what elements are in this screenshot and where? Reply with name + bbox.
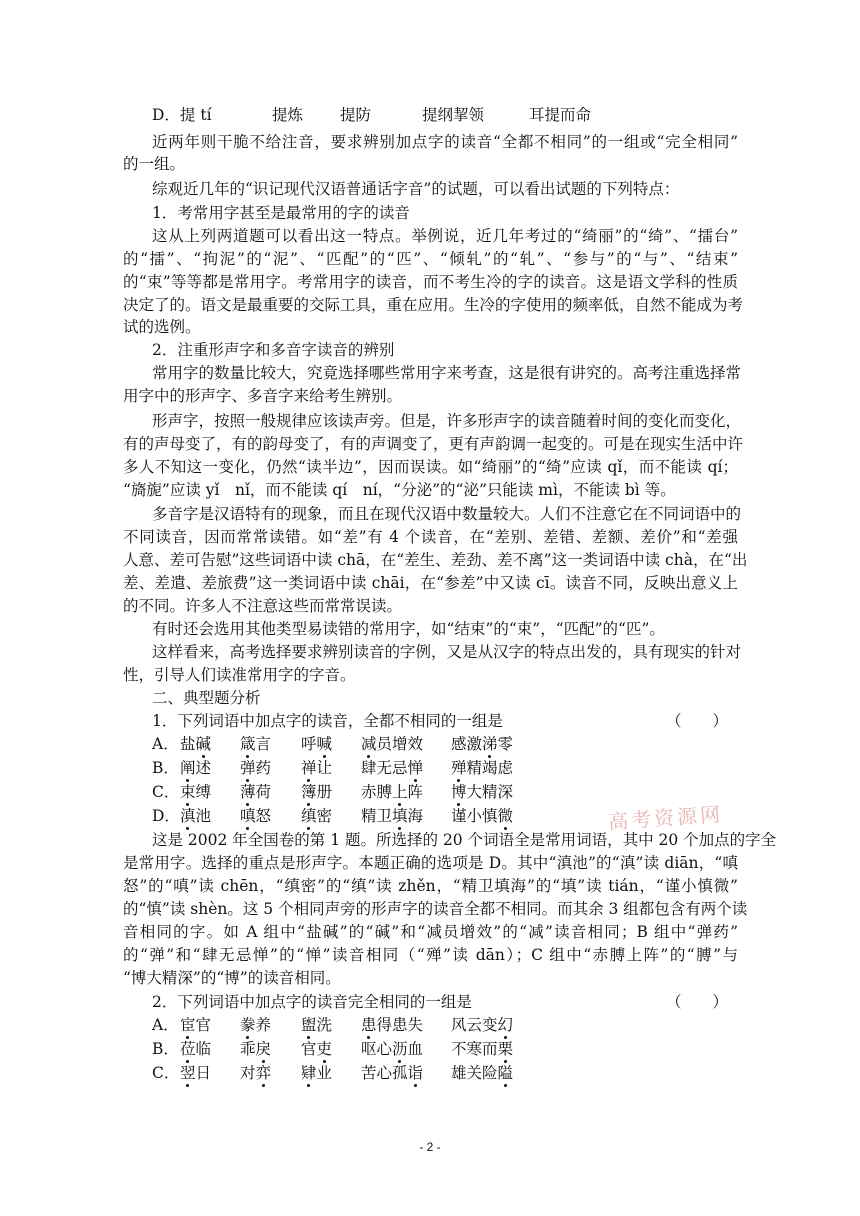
paragraph-line: 决定了的。语文是最重要的交际工具，重在应用。生冷的字使用的频率低，自然不能成为考 <box>123 296 744 314</box>
option-word: 弹药 <box>240 759 272 777</box>
option-word: 精卫填海 <box>361 807 424 825</box>
emphasis-dot <box>307 1084 310 1087</box>
paragraph-line: 有的声母变了，有的韵母变了，有的声调变了，更有声韵调一起变的。可是在现实生活中许 <box>123 435 744 453</box>
option-word: 翌日 <box>180 1064 212 1082</box>
paragraph-line: 多音字是汉语特有的现象，而且在现代汉语中数量较大。人们不注意它在不同词语中的 <box>152 505 742 523</box>
option-word: 赤膊上阵 <box>361 783 424 801</box>
emphasis-dot <box>186 1084 189 1087</box>
option-label: C． <box>152 1064 180 1082</box>
question-2-answer-paren: （ ） <box>666 993 729 1011</box>
analysis-line: 的“慎”读 shèn。这 5 个相同声旁的形声字的读音全都不相同。而其余 3 组都包含有两个读 <box>123 900 748 918</box>
paragraph-line: 形声字，按照一般规律应该读声旁。但是，许多形声字的读音随着时间的变化而变化， <box>152 412 742 430</box>
emphasis-dot <box>414 1084 417 1087</box>
paragraph-line: 的“束”等等都是常用字。考常用字的读音，而不考生冷的字的读音。这是语文学科的性质 <box>123 273 738 291</box>
option-word: 缜密 <box>301 807 333 825</box>
option-word: 苦心孤诣 <box>361 1064 424 1082</box>
paragraph-line: 多人不知这一变化，仍然“读半边”，因而误读。如“绮丽”的“绮”应读 qǐ，而不能读 qí； <box>123 458 738 476</box>
paragraph-line: 的不同。许多人不注意这些而常常误读。 <box>123 597 403 615</box>
paragraph-line: 这样看来，高考选择要求辨别读音的字例，又是从汉字的特点出发的，具有现实的针对 <box>152 643 742 661</box>
paragraph-line: 这从上列两道题可以看出这一特点。举例说，近几年考过的“绮丽”的“绮”、“擂台” <box>152 227 738 245</box>
intro-option-d-label: D．提 tí <box>152 106 212 124</box>
option-word: 风云变幻 <box>451 1016 514 1034</box>
option-label: A． <box>152 1016 179 1034</box>
question-1-answer-paren: （ ） <box>666 712 729 730</box>
emphasis-dot <box>504 1084 507 1087</box>
page-number: - 2 - <box>419 1140 441 1154</box>
section-heading: 二、典型题分析 <box>152 689 261 707</box>
paragraph-line: 不同读音，因而常常读错。如“差”有 4 个读音，在“差别、差错、差额、差价”和“差强 <box>123 528 738 546</box>
section-heading: 2．注重形声字和多音字读音的辨别 <box>152 341 395 359</box>
option-word: 博大精深 <box>451 783 514 801</box>
option-word: 薄荷 <box>240 783 272 801</box>
paragraph-line: “旖旎”应读 yǐ nǐ，而不能读 qí ní，“分泌”的“泌”只能读 mì，不能读 bì 等。 <box>123 481 676 499</box>
analysis-line: 是常用字。选择的重点是形声字。本题正确的选项是 D。其中“滇池”的“滇”读 diān，“嗔 <box>123 854 738 872</box>
option-word: 箴言 <box>240 735 272 753</box>
section-heading: 1．考常用字甚至是最常用的字的读音 <box>152 204 410 222</box>
option-word: 阐述 <box>180 759 212 777</box>
option-word: 呼喊 <box>301 735 333 753</box>
intro-option-word: 提纲挈领 <box>422 106 485 124</box>
option-word: 减员增效 <box>361 735 424 753</box>
paragraph-line: 性，引导人们读准常用字的字音。 <box>123 666 356 684</box>
option-word: 官吏 <box>301 1040 333 1058</box>
question-1-stem: 1．下列词语中加点字的读音，全都不相同的一组是 <box>152 712 503 730</box>
paragraph-line: 综观近几年的“识记现代汉语普通话字音”的试题，可以看出试题的下列特点： <box>152 180 680 198</box>
analysis-line: 怒”的“嗔”读 chēn，“缜密”的“缜”读 zhěn，“精卫填海”的“填”读 tián，“谨小慎微” <box>123 877 738 895</box>
option-word: 宦官 <box>180 1016 212 1034</box>
watermark-logo: 高考资源网 <box>607 802 724 834</box>
option-label: B． <box>152 1040 179 1058</box>
paragraph-line: 有时还会选用其他类型易读错的常用字，如“结束”的“束”，“匹配”的“匹”。 <box>152 620 665 638</box>
intro-option-word: 耳提而命 <box>529 106 592 124</box>
option-word: 殚精竭虑 <box>451 759 514 777</box>
option-word: 禅让 <box>301 759 333 777</box>
paragraph-line: 常用字的数量比较大，究竟选择哪些常用字来考查，这是很有讲究的。高考注重选择常 <box>152 364 742 382</box>
option-label: A． <box>152 735 179 753</box>
option-label: C． <box>152 783 180 801</box>
option-word: 嗔怒 <box>240 807 272 825</box>
question-2-stem: 2．下列词语中加点字的读音完全相同的一组是 <box>152 993 472 1011</box>
option-word: 盐碱 <box>180 735 212 753</box>
intro-option-word: 提防 <box>340 106 372 124</box>
option-word: 盥洗 <box>301 1016 333 1034</box>
analysis-line: 的“弹”和“肆无忌惮”的“惮”读音相同（“殚”读 dān）；C 组中“赤膊上阵”的“膊”与 <box>123 946 738 964</box>
option-word: 滇池 <box>180 807 212 825</box>
paragraph-line: 近两年则干脆不给注音，要求辨别加点字的读音“全都不相同”的一组或“完全相同” <box>152 133 738 151</box>
paragraph-line: 试的选例。 <box>123 318 201 336</box>
option-word: 谨小慎微 <box>451 807 514 825</box>
option-word: 呕心沥血 <box>361 1040 424 1058</box>
option-word: 雄关险隘 <box>451 1064 514 1082</box>
option-word: 对弈 <box>240 1064 272 1082</box>
paragraph-line: 差、差遣、差旅费”这一类词语中读 chāi，在“参差”中又读 cī。读音不同，反映出意义上 <box>123 574 738 592</box>
option-word: 感激涕零 <box>451 735 514 753</box>
option-word: 肆无忌惮 <box>361 759 424 777</box>
option-word: 患得患失 <box>361 1016 424 1034</box>
option-word: 簿册 <box>301 783 333 801</box>
option-word: 不寒而栗 <box>451 1040 514 1058</box>
option-word: 束缚 <box>180 783 212 801</box>
option-word: 乖戾 <box>240 1040 272 1058</box>
paragraph-line: 的一组。 <box>123 155 186 173</box>
option-label: D． <box>152 807 180 825</box>
analysis-line: “博大精深”的“博”的读音相同。 <box>123 969 341 987</box>
intro-option-word: 提炼 <box>272 106 304 124</box>
paragraph-line: 的“擂”、“拘泥”的“泥”、“匹配”的“匹”、“倾轧”的“轧”、“参与”的“与”、“结束” <box>123 250 738 268</box>
option-label: B． <box>152 759 179 777</box>
option-word: 莅临 <box>180 1040 212 1058</box>
emphasis-dot <box>262 1084 265 1087</box>
paragraph-line: 人意、差可告慰”这些词语中读 chā，在“差生、差劲、差不离”这一类词语中读 chà，在“出 <box>123 551 748 569</box>
option-word: 豢养 <box>240 1016 272 1034</box>
analysis-line: 这是 2002 年全国卷的第 1 题。所选择的 20 个词语全是常用词语，其中 20 个加点的字全 <box>152 831 777 849</box>
analysis-line: 音相同的字。如 A 组中“盐碱”的“碱”和“减员增效”的“减”读音相同；B 组中“弹药” <box>123 923 738 941</box>
option-word: 肄业 <box>301 1064 333 1082</box>
paragraph-line: 用字中的形声字、多音字来给考生辨别。 <box>123 387 403 405</box>
